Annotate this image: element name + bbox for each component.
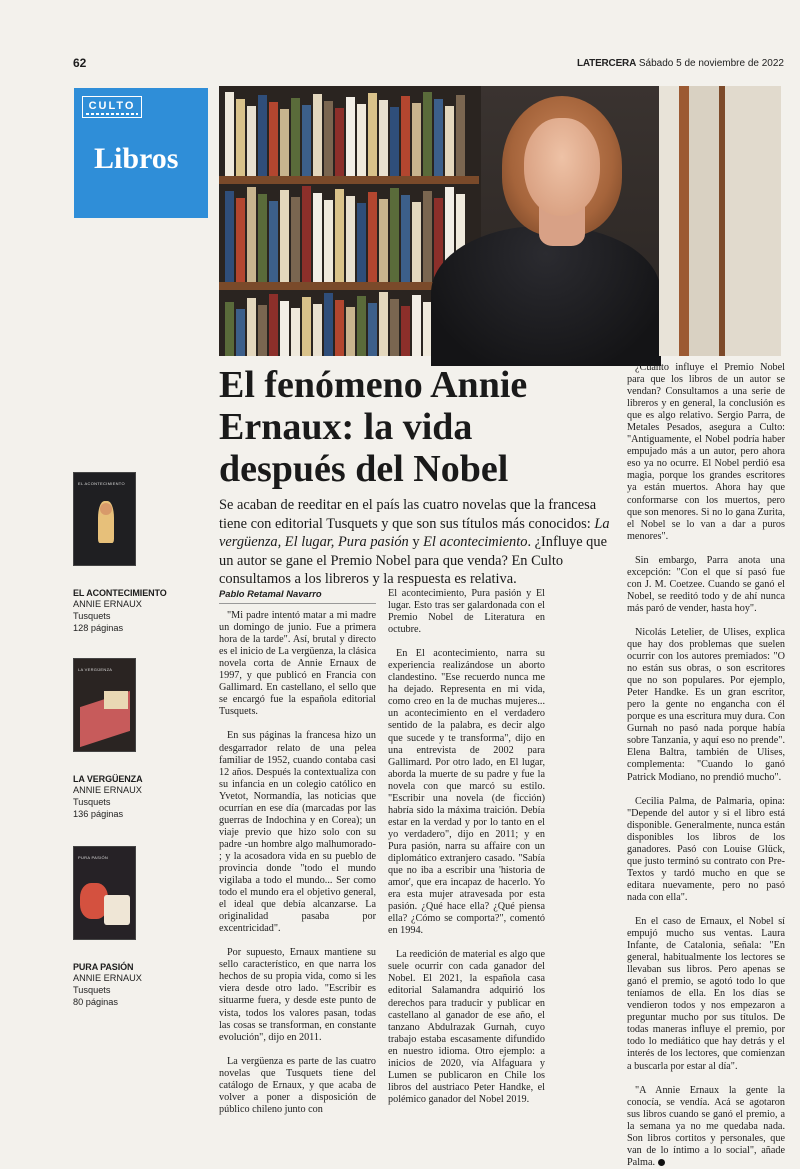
book-publisher: Tusquets xyxy=(73,611,111,621)
section-box xyxy=(74,88,208,218)
dek: Se acaban de reeditar en el país las cuatro novelas que la francesa tiene con editorial Tusquets y que son sus títulos más conocidos: La vergüenza, El lugar, Pura pasión y El acontecimiento. ¿Influye que un autor se gane el Premio Nobel para que venda? En Culto consultamos a los libreros y la respuesta es relativa. xyxy=(219,497,610,588)
book-author: ANNIE ERNAUX xyxy=(73,599,142,609)
paragraph: Nicolás Letelier, de Ulises, explica que hay dos problemas que suelen ocurrir con los autores premiados: "O no están sus obras, o son escritores que no son populares. Por ejemplo, Peter Handke. Es un gran escritor, pero la gente no engancha con él porque es una escritura muy dura. Con Gurnah no pasó nada porque había sobre Tanzania, y aquí eso no prende". Elena Baltra, también de Ulises, complementa: "Cuando lo ganó Patrick Modiano, no prendió mucho". xyxy=(627,626,785,783)
book-item xyxy=(73,846,173,1008)
article-column-2 xyxy=(388,588,545,1106)
article-column-3 xyxy=(627,362,785,1169)
book-pages: 136 páginas xyxy=(73,809,124,819)
paragraph: Cecilia Palma, de Palmaria, opina: "Depende del autor y si el libro está disponible. Generalmente, nunca están disponibles los libros de los ganadores. Pasó con Louise Glück, que justo terminó su contrato con Pre-Textos y tardó mucho en que se editara nuevamente, pero no pasó nada con ella". xyxy=(627,795,785,903)
book-publisher: Tusquets xyxy=(73,797,111,807)
book-pages: 128 páginas xyxy=(73,623,124,633)
paragraph: "Mi padre intentó matar a mi madre un domingo de junio. Fue a primera hora de la tarde". Así, brutal y directo es el inicio de La vergüenza, la clásica novela corta de Annie Ernaux de 1997, y que publicó en Francia con Gallimard. En castellano, el sello que se encargó fue la española editorial Tusquets. xyxy=(219,610,376,718)
paragraph: En El acontecimiento, narra su experiencia realizándose un aborto clandestino. "Ese recuerdo nunca me ha dejado. Representa en mi vida, como creo en la de muchas mujeres... un acontecimiento en el verdadero sentido de la palabra, es decir algo que sucede y te transforma", dijo en una entrevista de 2002 para Gallimard. Por otro lado, en El lugar, aborda la muerte de su padre y fue la novela con que marcó su estilo. "Escribir una novela (de ficción) habría sido la máxima traición. Debía estar en la verdad y por lo tanto en el yo verdadero", dijo en 2011; y en Pura pasión, narra su affaire con un diplomático extranjero casado. "Sabía que no iba a escribir una 'historia de amor', que era incapaz de hacerlo. Yo era esta mujer atravesada por esta pasión. ¿Qué hace ella? ¿Qué piensa ella? ¿Cómo se comporta?", comentó en 1994. xyxy=(388,648,545,937)
masthead-date: Sábado 5 de noviembre de 2022 xyxy=(638,58,784,69)
book-publisher: Tusquets xyxy=(73,985,111,995)
paragraph: La vergüenza es parte de las cuatro novelas que Tusquets tiene del catálogo de Ernaux, y que acaba de volver a poner a disposición de público chileno junto con xyxy=(219,1055,376,1115)
book-author: ANNIE ERNAUX xyxy=(73,785,142,795)
page-number: 62 xyxy=(73,56,87,70)
masthead-brand: LATERCERA xyxy=(576,58,637,69)
author-photo xyxy=(219,86,781,356)
book-pages: 80 páginas xyxy=(73,997,118,1007)
end-of-article-icon xyxy=(658,1159,665,1166)
book-item xyxy=(73,658,173,820)
culto-tag: CULTO xyxy=(82,96,142,118)
book-author: ANNIE ERNAUX xyxy=(73,973,142,983)
book-title: PURA PASIÓN xyxy=(73,962,134,972)
paragraph: En sus páginas la francesa hizo un desgarrador relato de una pelea familiar de 1952, cuando contaba casi 12 años. Después la contextualiza con su infancia en un colegio católico en Yvetot, Normandía, las noticias que ocurrían en ese día (marcadas por las guerras de Indochina y en Corea); un viaje previo que hizo solo con su padre -un hombre algo malhumorado- ; y la acosadora vida en su pueblo de provincia donde "todo el mundo vigilaba a todo el mundo... Ser como todo el mundo era el objetivo general, el ideal que debía alcanzarse. La originalidad pasaba por excentricidad". xyxy=(219,730,376,935)
paragraph: Por supuesto, Ernaux mantiene su sello característico, en que narra los hechos de su propia vida, como si les viera desde otro lado. "Escribir es situarme fuera, y desde este punto de vista, todos los valores pasan, todas las cosas se transforman, en constante evolución", dijo en 2011. xyxy=(219,947,376,1043)
paragraph: "A Annie Ernaux la gente la conocía, se vendía. Acá se agotaron sus libros cuando se ganó el premio, a la semana ya no me quedaba nada. Son libros cortitos y personales, que van de lo íntimo a lo social", añade Palma. xyxy=(627,1084,785,1168)
book-title: EL ACONTECIMIENTO xyxy=(73,588,167,598)
paragraph: El acontecimiento, Pura pasión y El lugar. Esto tras ser galardonada con el Premio Nobel de Literatura en octubre. xyxy=(388,588,545,636)
masthead xyxy=(577,58,784,69)
paragraph: En el caso de Ernaux, el Nobel sí empujó mucho sus ventas. Laura Infante, de Catalonia, señala: "En general, habitualmente los lectores se llevaban sus libros. Pero apenas se ganó el premio, se agotó todo lo que teníamos de ella. En los días se vendieron todos y nos empezaron a preguntar mucho por sus títulos. De todas maneras influye el premio, por todo lo mediático que hay detrás y el interés de los lectores, que comienzan a buscarla por estar al día". xyxy=(627,915,785,1072)
paragraph: Sin embargo, Parra anota una excepción: "Con el que sí pasó fue con J. M. Coetzee. Cuando se ganó el Nobel, se reeditó todo y de ahí nunca más paró de vender, hasta hoy". xyxy=(627,554,785,614)
book-cover: LA VERGÜENZA xyxy=(73,658,136,752)
byline: Pablo Retamal Navarro xyxy=(219,588,376,604)
book-cover: EL ACONTECIMIENTO xyxy=(73,472,136,566)
paragraph: La reedición de material es algo que suele ocurrir con cada ganador del Nobel. El 2021, la española casa editorial Salamandra adquirió los derechos para traducir y publicar en castellano al ganador de ese año, el tanzano Abdulrazak Gurnah, cuyo trabajo estaba escasamente difundido en nuestro idioma. Otro ejemplo: a inicios de 2020, vía Alfaguara y Lumen se publicaron en Chile los libros del austriaco Peter Handke, el polémico ganador del Nobel 2019. xyxy=(388,949,545,1105)
book-item xyxy=(73,472,173,634)
article-column-1 xyxy=(219,588,376,1116)
book-title: LA VERGÜENZA xyxy=(73,774,143,784)
headline: El fenómeno Annie Ernaux: la vida después del Nobel xyxy=(219,364,528,490)
paragraph: ¿Cuánto influye el Premio Nobel para que los libros de un autor se vendan? Consultamos a una serie de libreros y en general, la conclusión es que es algo relativo. Sergio Parra, de Metales Pesados, asegura a Culto: "Antiguamente, el Nobel podría haber empujado más a un autor, pero ahora eso ya no ocurre. El Nobel perdió esa magia, porque los grandes escritores ya están muertos. Ahora hay que conformarse con los muertos, pero que son menores. Si no lo gana Zurita, el Nobel se lo van a dar a puros menores". xyxy=(627,362,785,542)
book-cover: PURA PASIÓN xyxy=(73,846,136,940)
section-name: Libros xyxy=(94,142,179,175)
